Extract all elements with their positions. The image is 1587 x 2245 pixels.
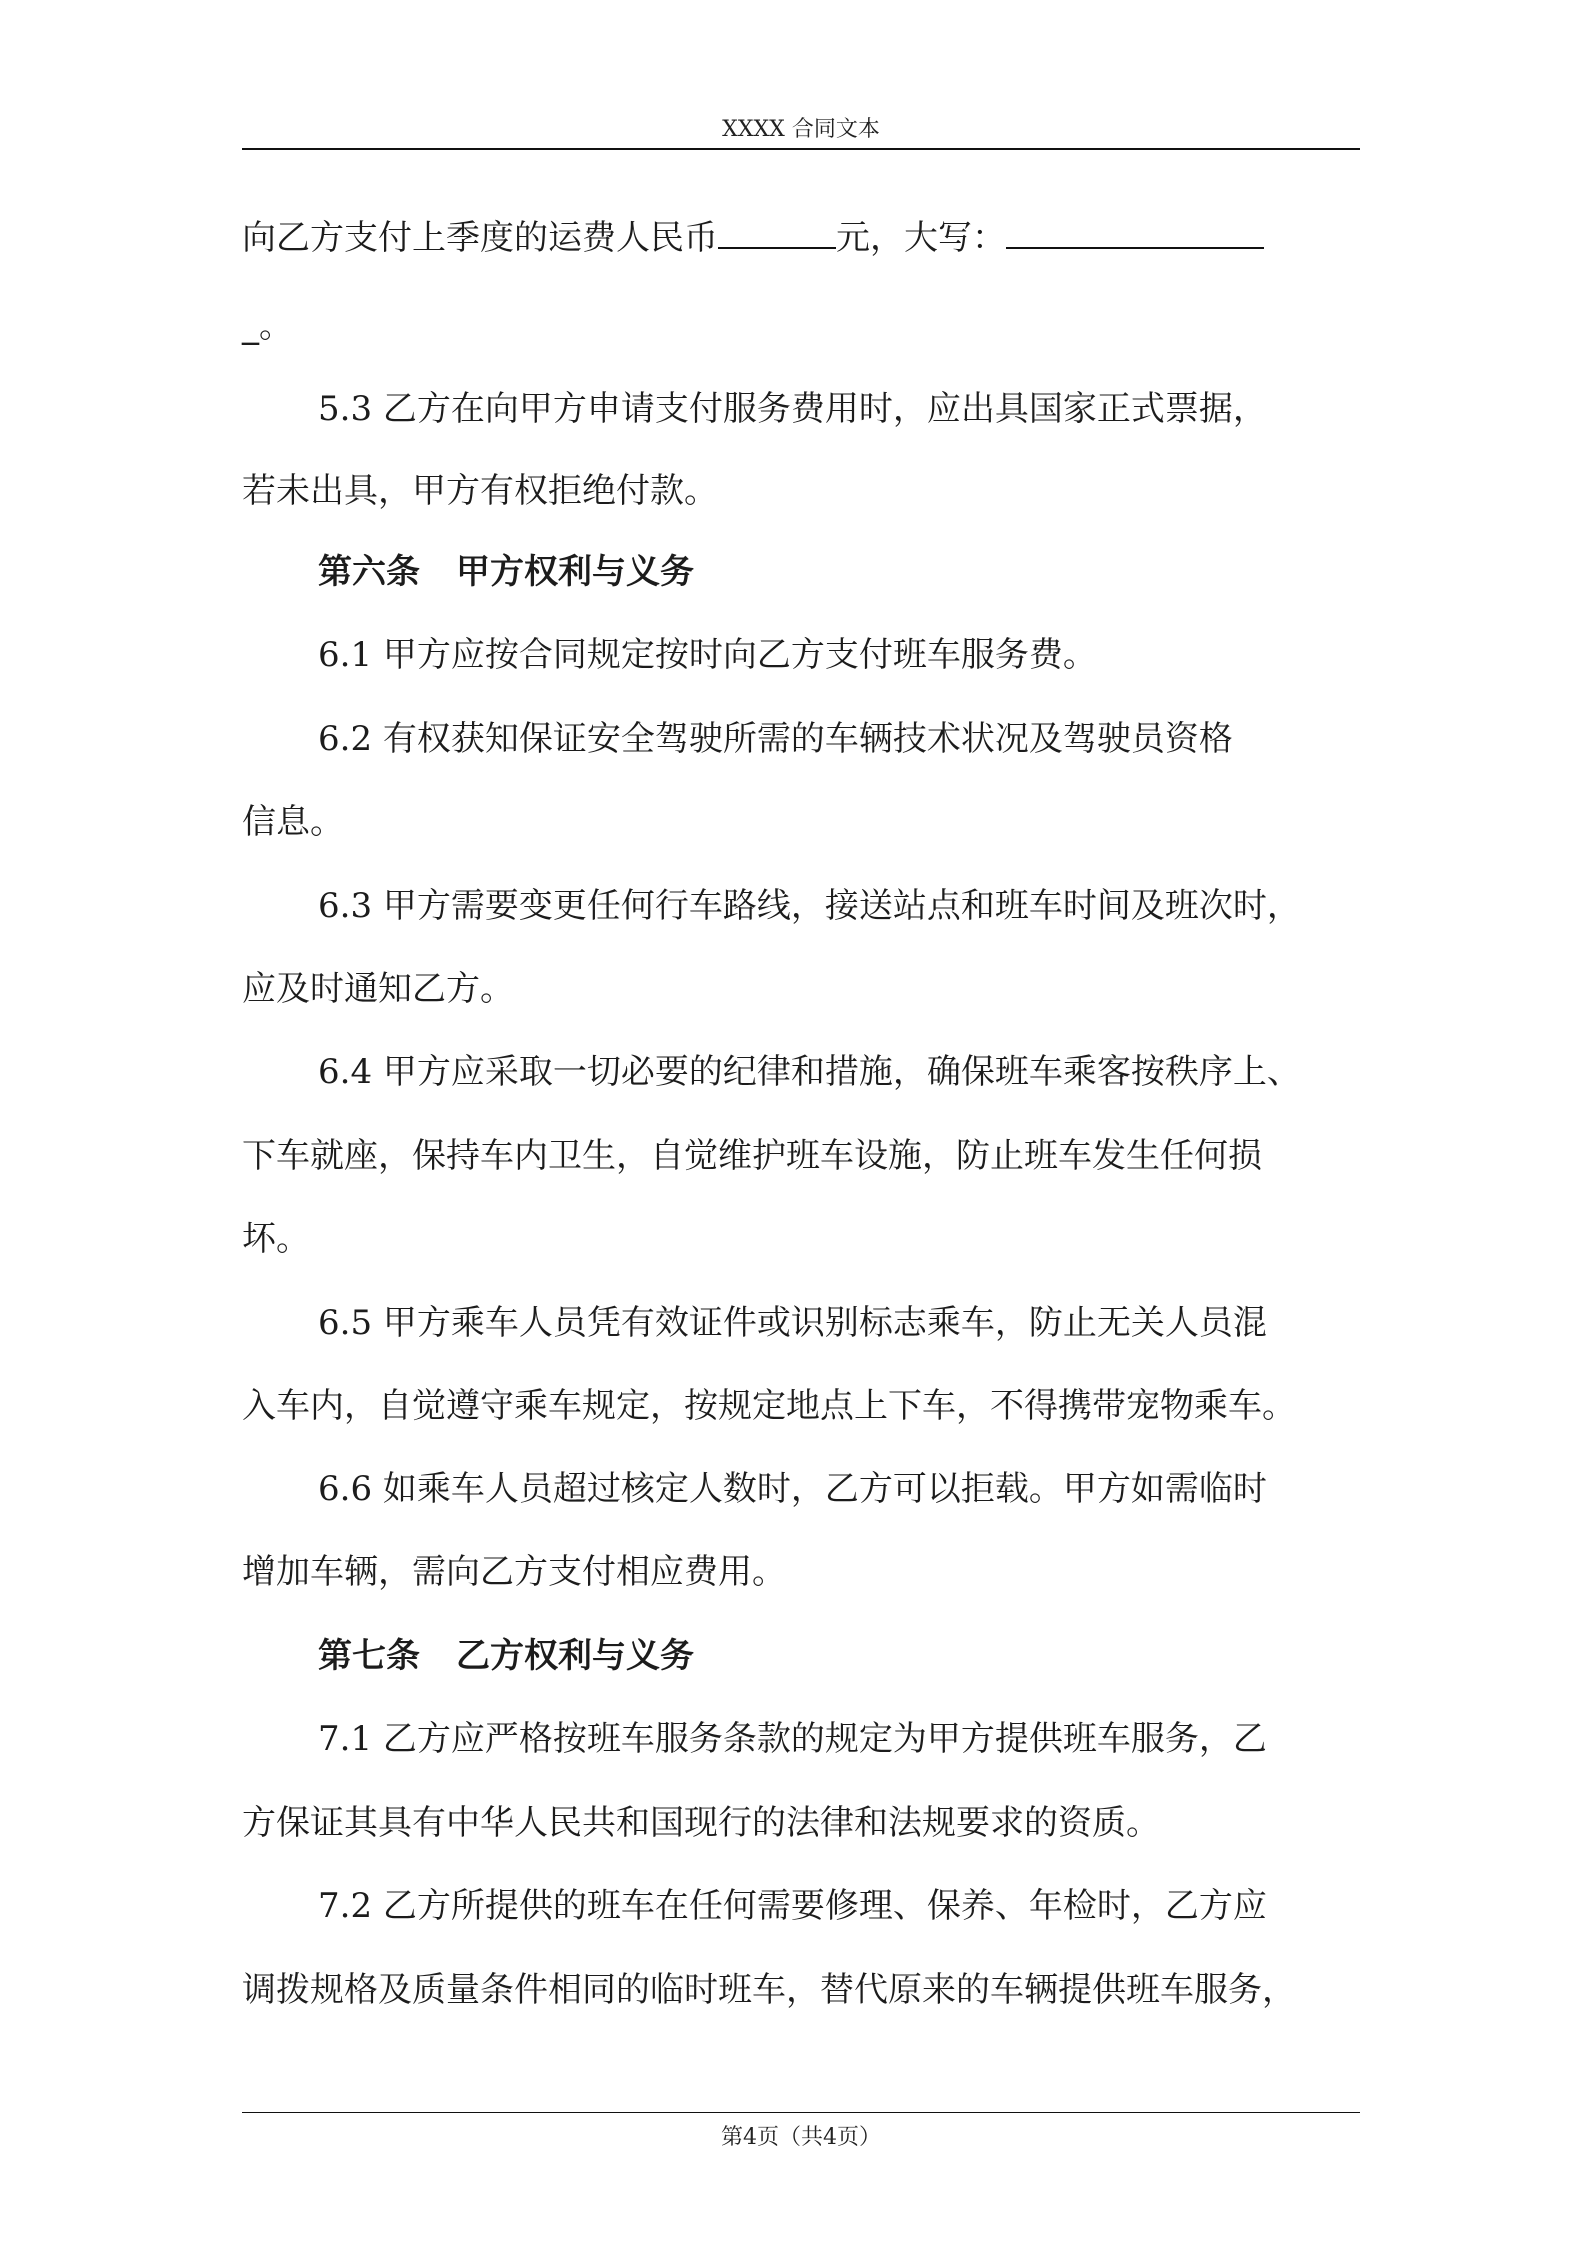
article-7-heading	[318, 1630, 1478, 1682]
amount-blank	[718, 217, 836, 249]
header-rule	[242, 148, 1360, 150]
amount-words-blank	[1006, 217, 1264, 249]
text-line	[242, 212, 1402, 264]
article-title: 甲方权利与义务	[456, 552, 694, 592]
clause-6-4	[318, 1046, 1478, 1098]
clause-6-5	[318, 1297, 1478, 1349]
clause-number: 6.1	[318, 635, 373, 675]
text-line: 增加车辆，需向乙方支付相应费用。	[242, 1552, 786, 1592]
clause-text: 如乘车人员超过核定人数时，乙方可以拒载。甲方如需临时	[382, 1469, 1267, 1509]
article-title: 乙方权利与义务	[456, 1636, 694, 1676]
article-number: 第七条	[318, 1636, 420, 1676]
page-header: XXXX 合同文本	[722, 117, 880, 142]
clause-number: 6.3	[318, 886, 373, 926]
text-line: 入车内，自觉遵守乘车规定，按规定地点上下车，不得携带宠物乘车。	[242, 1386, 1296, 1426]
clause-text: 甲方需要变更任何行车路线，接送站点和班车时间及班次时，	[382, 886, 1301, 926]
text-line: _。	[242, 306, 293, 346]
clause-number: 6.2	[318, 719, 373, 759]
text-line: 下车就座，保持车内卫生，自觉维护班车设施，防止班车发生任何损	[242, 1136, 1262, 1176]
clause-5-3	[318, 383, 1478, 435]
article-number: 第六条	[318, 552, 420, 592]
text-segment: 向乙方支付上季度的运费人民币	[242, 218, 718, 258]
text-line: 调拨规格及质量条件相同的临时班车，替代原来的车辆提供班车服务，	[242, 1970, 1296, 2010]
clause-number: 6.5	[318, 1303, 373, 1343]
article-6-heading	[318, 546, 1478, 598]
footer-rule	[242, 2112, 1360, 2113]
text-line: 方保证其具有中华人民共和国现行的法律和法规要求的资质。	[242, 1803, 1160, 1843]
clause-6-1	[318, 629, 1478, 681]
clause-number: 7.2	[318, 1886, 373, 1926]
text-line: 若未出具，甲方有权拒绝付款。	[242, 471, 718, 511]
clause-text: 乙方在向甲方申请支付服务费用时，应出具国家正式票据，	[382, 389, 1267, 429]
page-footer: 第4页（共4页）	[721, 2125, 881, 2150]
clause-text: 甲方应按合同规定按时向乙方支付班车服务费。	[382, 635, 1097, 675]
clause-7-2	[318, 1880, 1478, 1932]
clause-text: 甲方乘车人员凭有效证件或识别标志乘车，防止无关人员混	[382, 1303, 1267, 1343]
clause-7-1	[318, 1713, 1478, 1765]
clause-number: 6.4	[318, 1052, 373, 1092]
clause-6-3	[318, 880, 1478, 932]
clause-number: 7.1	[318, 1719, 373, 1759]
text-segment: 元，大写：	[836, 218, 1006, 258]
clause-text: 甲方应采取一切必要的纪律和措施，确保班车乘客按秩序上、	[382, 1052, 1301, 1092]
clause-text: 乙方所提供的班车在任何需要修理、保养、年检时，乙方应	[382, 1886, 1267, 1926]
clause-6-2	[318, 713, 1478, 765]
clause-text: 乙方应严格按班车服务条款的规定为甲方提供班车服务，乙	[382, 1719, 1267, 1759]
clause-6-6	[318, 1463, 1478, 1515]
clause-text: 有权获知保证安全驾驶所需的车辆技术状况及驾驶员资格	[382, 719, 1233, 759]
text-line: 应及时通知乙方。	[242, 969, 514, 1009]
text-line: 坏。	[242, 1219, 310, 1259]
text-line: 信息。	[242, 802, 344, 842]
clause-number: 5.3	[318, 389, 373, 429]
clause-number: 6.6	[318, 1469, 373, 1509]
